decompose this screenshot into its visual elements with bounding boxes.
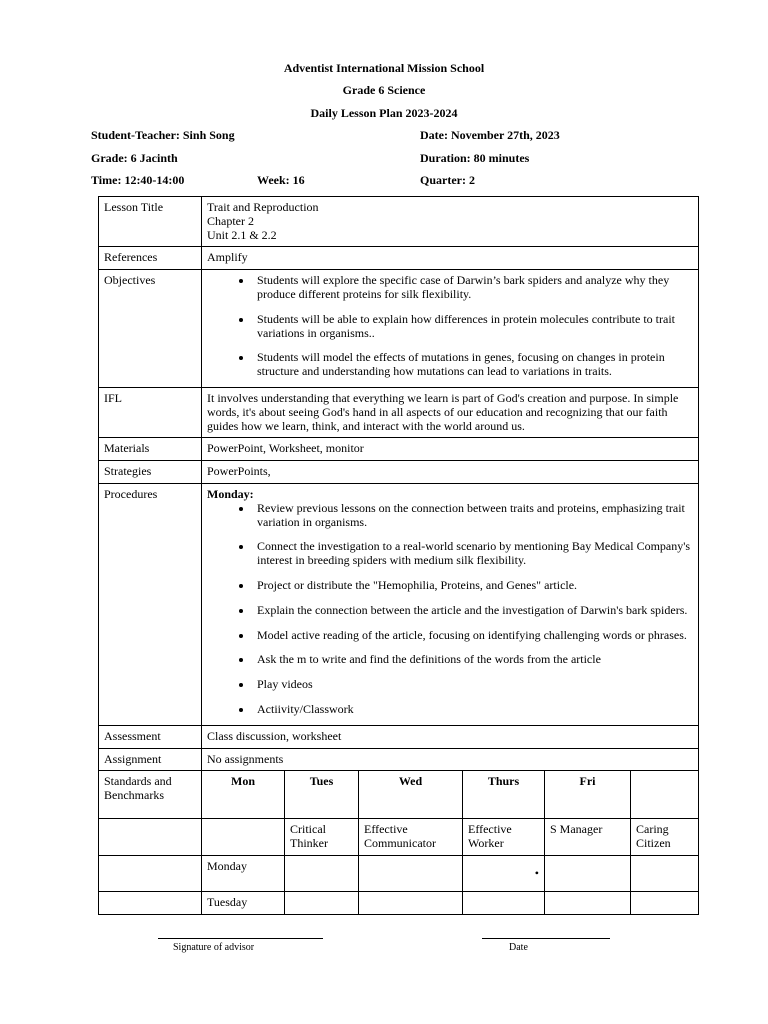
label-objectives: Objectives [99, 270, 202, 388]
procedure-item: • Review previous lessons on the connection between traits and proteins, emphasizing trait variation in organisms. [253, 502, 693, 530]
empty-cell [631, 855, 699, 891]
objective-item: • Students will explore the specific case of Darwin’s bark spiders and analyze why they produce different proteins for silk flexibility. [253, 274, 693, 302]
day-header-fri: Fri [545, 771, 631, 819]
grade-info: Grade: 6 Jacinth [91, 151, 178, 165]
row-tuesday [99, 891, 699, 914]
trait-effective-worker: Effective Worker [463, 819, 545, 856]
empty-cell [545, 855, 631, 891]
label-ifl: IFL [99, 387, 202, 437]
row-monday [99, 855, 699, 891]
row-materials [99, 438, 699, 461]
row-standards-days [99, 771, 699, 819]
empty-cell [285, 855, 359, 891]
row-day-tuesday: Tuesday [202, 891, 285, 914]
row-assessment [99, 725, 699, 748]
advisor-signature-line [158, 938, 323, 939]
day-header-wed: Wed [359, 771, 463, 819]
day-header-tues: Tues [285, 771, 359, 819]
teacher-info: Student-Teacher: Sinh Song [91, 128, 235, 142]
empty-cell [359, 891, 463, 914]
objective-item: • Students will be able to explain how differences in protein molecules contribute to trait variations in organisms.. [253, 313, 693, 341]
label-procedures: Procedures [99, 483, 202, 725]
date-signature-label: Date [509, 942, 528, 953]
label-assessment: Assessment [99, 725, 202, 748]
materials-value: PowerPoint, Worksheet, monitor [202, 438, 699, 461]
school-name: Adventist International Mission School [283, 61, 485, 75]
advisor-signature-label: Signature of advisor [173, 942, 255, 953]
label-assignment: Assignment [99, 748, 202, 771]
procedure-item: • Play videos [253, 678, 693, 692]
label-lesson-title: Lesson Title [99, 197, 202, 247]
procedures-list [207, 502, 693, 717]
row-standards-traits [99, 819, 699, 856]
row-strategies [99, 461, 699, 484]
empty-cell [545, 891, 631, 914]
row-day-monday: Monday [202, 855, 285, 891]
trait-s-manager: S Manager [545, 819, 631, 856]
time-info: Time: 12:40-14:00 [91, 173, 185, 187]
day-header-mon: Mon [202, 771, 285, 819]
empty-cell [285, 891, 359, 914]
duration-info: Duration: 80 minutes [420, 151, 530, 165]
row-ifl [99, 387, 699, 437]
procedure-item: • Project or distribute the "Hemophilia, Proteins, and Genes" article. [253, 579, 693, 593]
label-materials: Materials [99, 438, 202, 461]
label-references: References [99, 247, 202, 270]
assignment-value: No assignments [202, 748, 699, 771]
empty-cell [463, 891, 545, 914]
row-assignment [99, 748, 699, 771]
traits-empty-cell [99, 819, 202, 856]
references-value: Amplify [202, 247, 699, 270]
row-references [99, 247, 699, 270]
day-header-empty [631, 771, 699, 819]
week-info: Week: 16 [257, 173, 305, 187]
strategies-value: PowerPoints, [202, 461, 699, 484]
objectives-list [207, 274, 693, 379]
lesson-plan-table [98, 196, 699, 915]
label-standards: Standards and Benchmarks [99, 771, 202, 819]
subject-title: Grade 6 Science [342, 83, 426, 97]
lesson-title-line: Trait and Reproduction [207, 200, 319, 214]
procedures-day: Monday: [207, 486, 254, 501]
date-signature-line [482, 938, 610, 939]
bullet-mark: • [463, 855, 545, 891]
lesson-chapter-line: Chapter 2 [207, 213, 254, 228]
traits-empty-cell [202, 819, 285, 856]
plan-title: Daily Lesson Plan 2023-2024 [310, 106, 458, 120]
row-lesson-title [99, 197, 699, 247]
objective-item: • Students will model the effects of mutations in genes, focusing on changes in protein structure and understanding how mutations can lead to variations in traits. [253, 351, 693, 379]
procedure-item: • Connect the investigation to a real-world scenario by mentioning Bay Medical Company's interest in breeding spiders with medium silk flexibility. [253, 540, 693, 568]
trait-critical-thinker: Critical Thinker [285, 819, 359, 856]
procedure-item: • Model active reading of the article, focusing on identifying challenging words or phrases. [253, 629, 693, 643]
row-objectives [99, 270, 699, 388]
procedure-item: • Explain the connection between the article and the investigation of Darwin's bark spiders. [253, 604, 693, 618]
assessment-value: Class discussion, worksheet [202, 725, 699, 748]
trait-effective-communicator: Effective Communicator [359, 819, 463, 856]
quarter-info: Quarter: 2 [420, 173, 475, 187]
day-header-thurs: Thurs [463, 771, 545, 819]
procedure-item: • Ask the m to write and find the definitions of the words from the article [253, 653, 693, 667]
empty-cell [359, 855, 463, 891]
date-info: Date: November 27th, 2023 [420, 128, 560, 142]
lesson-unit-line: Unit 2.1 & 2.2 [207, 227, 277, 242]
empty-cell [99, 891, 202, 914]
ifl-value: It involves understanding that everything we learn is part of God's creation and purpose. In simple words, it's about seeing God's hand in all aspects of our education and recognizing that our faith guides how we learn, think, and interact with the world around us. [202, 387, 699, 437]
procedure-item: • Actiivity/Classwork [253, 703, 693, 717]
trait-caring-citizen: Caring Citizen [631, 819, 699, 856]
row-procedures [99, 483, 699, 725]
empty-cell [99, 855, 202, 891]
label-strategies: Strategies [99, 461, 202, 484]
empty-cell [631, 891, 699, 914]
